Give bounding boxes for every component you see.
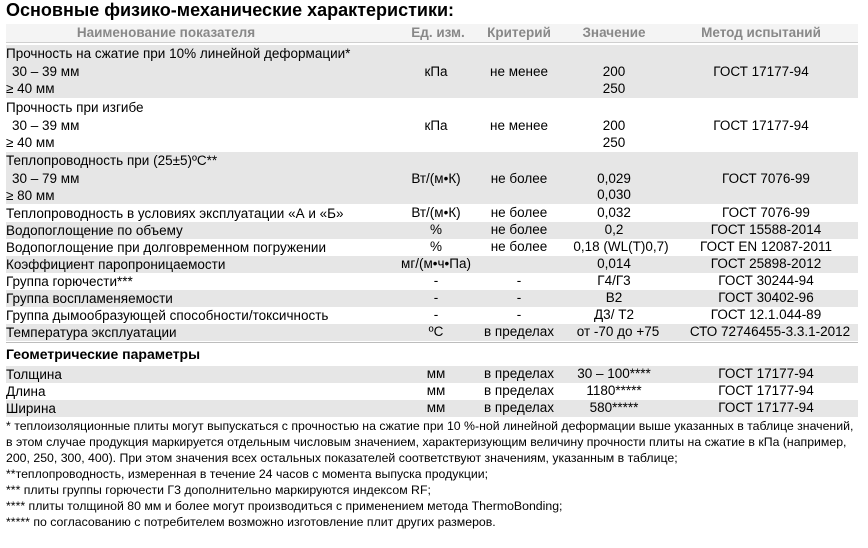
row-method: ГОСТ 7076-99 xyxy=(722,171,810,186)
row-unit: Вт/(м•К) xyxy=(411,205,461,220)
row-value: 1180***** xyxy=(586,383,642,398)
row-criterion: не менее xyxy=(490,118,548,133)
table-row xyxy=(6,256,858,273)
row-unit: мм xyxy=(426,400,446,415)
row-sub: 30 – 39 мм xyxy=(12,63,80,79)
row-method: ГОСТ 17177-94 xyxy=(718,366,814,381)
row-name: Длина xyxy=(6,384,46,399)
row-value: 250 xyxy=(602,135,626,150)
header-criterion: Критерий xyxy=(487,25,551,40)
header-value: Значение xyxy=(582,25,646,40)
table-row xyxy=(6,400,858,417)
row-unit: Вт/(м•К) xyxy=(411,171,461,186)
row-unit: ºС xyxy=(428,324,444,339)
row-value: 0,18 (WL(T)0,7) xyxy=(573,239,669,254)
footnote: ***** по согласованию с потребителем возможно изготовление плит других размеров. xyxy=(6,515,496,529)
row-value: 200 xyxy=(602,118,626,133)
row-sub: 30 – 79 мм xyxy=(12,170,80,186)
footnote: **теплопроводность, измеренная в течение 24 часов с момента выпуска продукции; xyxy=(6,467,489,481)
row-value: 580***** xyxy=(589,400,639,415)
row-value: 0,029 xyxy=(597,171,631,186)
row-name: Группа дымообразующей способности/токсичность xyxy=(6,308,329,323)
table-row xyxy=(6,290,858,307)
table-row xyxy=(6,366,858,383)
header-name: Наименование показателя xyxy=(76,25,256,40)
row-unit: % xyxy=(429,222,443,237)
table-row xyxy=(6,324,858,341)
row-criterion: не более xyxy=(490,239,548,254)
row-value: от -70 до +75 xyxy=(576,324,660,339)
row-unit: - xyxy=(433,290,439,305)
row-value: 0,2 xyxy=(604,222,624,237)
row-method: ГОСТ 17177-94 xyxy=(713,64,809,79)
row-criterion: в пределах xyxy=(483,324,555,339)
row-unit: кПа xyxy=(424,64,448,79)
footnote: * теплоизоляционные плиты могут выпускаться с прочностью на сжатие при 10 %-ной линейной деформации выше указанных в таблице значений, в этом случае продукция маркируется отдельным числовым значением, характеризующим величину прочности плиты на сжатие в кПа (например, 200, 250, 300, 400). При этом значения всех остальных показателей соответствуют значениям, указанным в таблице; xyxy=(6,419,854,465)
row-criterion: в пределах xyxy=(483,400,555,415)
table-row xyxy=(6,273,858,290)
row-name: Группа воспламеняемости xyxy=(6,291,173,306)
row-value: Д3/ Т2 xyxy=(594,307,634,322)
row-criterion: не более xyxy=(490,205,548,220)
row-sub: ≥ 80 мм xyxy=(6,188,55,203)
table-row xyxy=(6,152,858,204)
row-name: Температура эксплуатации xyxy=(6,325,177,340)
row-criterion: в пределах xyxy=(483,366,555,381)
row-unit: мм xyxy=(426,383,446,398)
row-name: Ширина xyxy=(6,401,56,416)
row-name: Прочность при изгибе xyxy=(6,100,144,115)
row-criterion: - xyxy=(516,307,522,322)
footnote: **** плиты толщиной 80 мм и более могут производиться с применением метода ThermoBonding; xyxy=(6,499,563,513)
row-sub: ≥ 40 мм xyxy=(6,81,55,96)
table-row xyxy=(6,383,858,400)
row-method: ГОСТ 7076-99 xyxy=(722,205,810,220)
row-unit: % xyxy=(429,239,443,254)
row-value: 0,030 xyxy=(597,187,631,202)
row-name: Теплопроводность в условиях эксплуатации «А и «Б» xyxy=(6,206,344,221)
row-method: ГОСТ EN 12087-2011 xyxy=(700,239,832,254)
row-name: Теплопроводность при (25±5)ºС** xyxy=(6,153,218,168)
table-header xyxy=(6,24,858,43)
table-row xyxy=(6,239,858,256)
row-value: В2 xyxy=(605,290,623,305)
row-method: ГОСТ 12.1.044-89 xyxy=(710,307,822,322)
row-criterion: - xyxy=(516,290,522,305)
row-value: 200 xyxy=(602,64,626,79)
row-method: ГОСТ 30402-96 xyxy=(718,290,814,305)
row-criterion: не более xyxy=(490,222,548,237)
row-unit: мм xyxy=(426,366,446,381)
row-method: ГОСТ 25898-2012 xyxy=(710,256,822,271)
table-row xyxy=(6,99,858,151)
row-criterion: не менее xyxy=(490,64,548,79)
row-method: ГОСТ 17177-94 xyxy=(713,118,809,133)
table-row xyxy=(6,307,858,324)
row-name: Прочность на сжатие при 10% линейной деформации* xyxy=(6,46,351,61)
row-unit: кПа xyxy=(424,118,448,133)
row-method: СТО 72746455-3.3.1-2012 xyxy=(689,324,851,339)
page-title: Основные физико-механические характеристики: xyxy=(6,0,455,20)
row-value: 30 – 100**** xyxy=(577,366,651,381)
footnote: *** плиты группы горючести Г3 дополнительно маркируются индексом RF; xyxy=(6,483,431,497)
row-value: Г4/Г3 xyxy=(597,273,631,288)
row-value: 0,032 xyxy=(597,205,631,220)
row-criterion: не более xyxy=(490,171,548,186)
row-criterion: - xyxy=(516,273,522,288)
row-name: Толщина xyxy=(6,367,62,382)
table-row xyxy=(6,205,858,222)
row-value: 0,014 xyxy=(597,256,631,271)
row-sub: ≥ 40 мм xyxy=(6,135,55,150)
row-name: Водопоглощение по объему xyxy=(6,223,183,238)
row-name: Водопоглощение при долговременном погружении xyxy=(6,240,327,255)
row-unit: - xyxy=(433,307,439,322)
section-title: Геометрические параметры xyxy=(6,346,201,362)
row-sub: 30 – 39 мм xyxy=(12,117,80,133)
row-unit: - xyxy=(433,273,439,288)
row-value: 250 xyxy=(602,81,626,96)
row-criterion: в пределах xyxy=(483,383,555,398)
row-method: ГОСТ 17177-94 xyxy=(718,383,814,398)
row-method: ГОСТ 30244-94 xyxy=(718,273,814,288)
section-divider xyxy=(6,342,858,343)
table-row xyxy=(6,45,858,98)
header-unit: Ед. изм. xyxy=(411,25,465,40)
row-name: Коэффициент паропроницаемости xyxy=(6,257,226,272)
table-row xyxy=(6,222,858,239)
row-unit: мг/(м•ч•Па) xyxy=(401,256,471,271)
header-method: Метод испытаний xyxy=(701,25,821,40)
row-method: ГОСТ 15588-2014 xyxy=(710,222,822,237)
row-name: Группа горючести*** xyxy=(6,274,133,289)
footnotes xyxy=(6,418,858,530)
row-method: ГОСТ 17177-94 xyxy=(718,400,814,415)
